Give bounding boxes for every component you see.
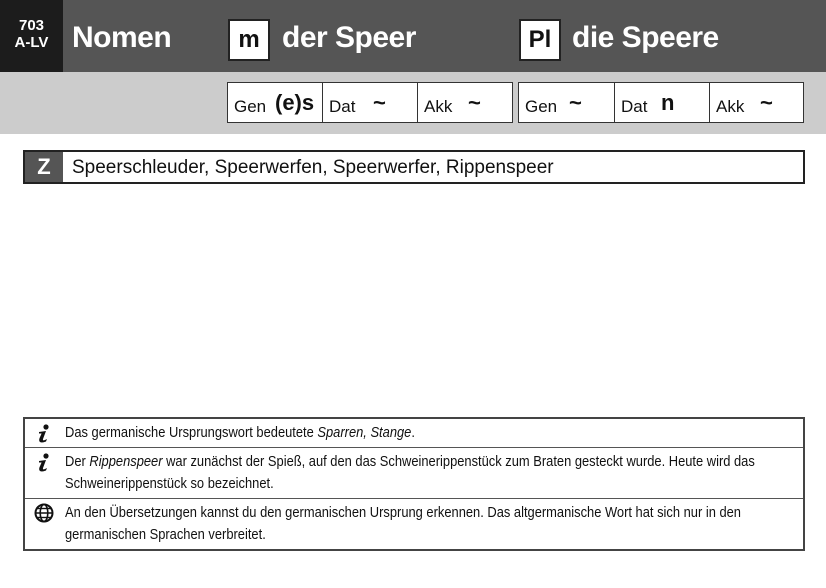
sg-dative-cell <box>322 82 418 123</box>
word-class: Nomen <box>72 21 172 54</box>
globe-icon <box>33 503 55 523</box>
compounds-badge: Z <box>25 152 63 182</box>
case-label: Akk <box>716 97 745 116</box>
entry-id-box <box>0 0 63 72</box>
note-item <box>25 447 803 498</box>
pl-dative-cell <box>614 82 710 123</box>
notes-box <box>23 417 805 551</box>
note-italic: Sparren, Stange <box>317 424 412 441</box>
case-label: Dat <box>621 97 648 116</box>
case-ending: ~ <box>569 90 582 115</box>
case-ending: ~ <box>468 90 481 115</box>
level-label: A-LV <box>14 34 49 51</box>
gender-marker: m <box>228 19 270 61</box>
sg-accusative-cell <box>417 82 513 123</box>
pl-genitive-cell <box>518 82 615 123</box>
note-item <box>25 419 803 447</box>
compounds-row <box>23 150 805 184</box>
case-label: Gen <box>525 97 558 116</box>
note-text: Das germanische Ursprungswort bedeutete <box>65 424 318 441</box>
case-label: Gen <box>234 97 267 116</box>
header-bar <box>0 0 826 72</box>
pl-accusative-cell <box>709 82 804 123</box>
note-text: Der <box>65 453 90 470</box>
case-ending: ~ <box>760 90 773 115</box>
compounds-list: Speerschleuder, Speerwerfen, Speerwerfer, Rippenspeer <box>72 157 554 178</box>
plural-form: die Speere <box>572 21 719 54</box>
entry-number: 703 <box>18 17 45 34</box>
sg-genitive-cell <box>227 82 323 123</box>
singular-form: der Speer <box>282 21 416 54</box>
case-label: Akk <box>424 97 453 116</box>
case-ending: n <box>661 90 675 115</box>
case-ending: (e)s <box>275 90 315 115</box>
case-label: Dat <box>329 97 356 116</box>
case-ending: ~ <box>373 90 386 115</box>
note-text: An den Übersetzungen kannst du den germanischen Ursprung erkennen. Das altgermanische Wort hat sich nur in den germanischen Sprachen verbreitet. <box>65 504 741 543</box>
note-italic: Rippenspeer <box>89 453 163 470</box>
plural-marker: Pl <box>519 19 561 61</box>
info-icon <box>33 452 55 472</box>
note-text-end: . <box>411 424 415 441</box>
info-icon <box>33 423 55 443</box>
note-item <box>25 498 803 549</box>
note-text-end: war zunächst der Spieß, auf den das Schweinerippenstück zum Braten gesteckt wurde. Heute wird das Schweinerippenstück so bezeichnet. <box>65 453 755 492</box>
